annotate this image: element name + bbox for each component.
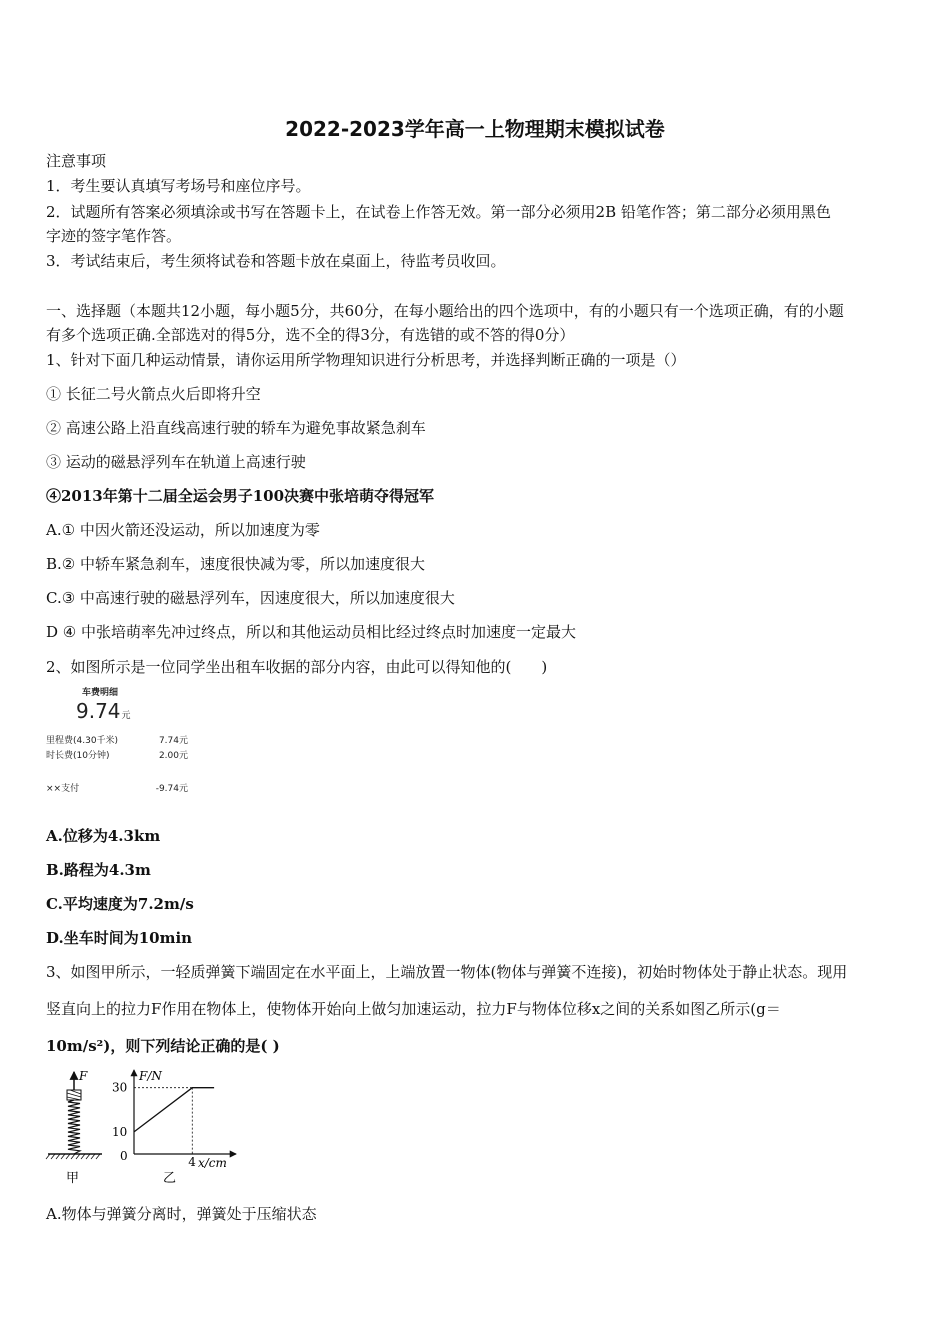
q2-option-a: A.位移为4.3km xyxy=(46,827,161,845)
q2-stem: 2、如图所示是一位同学坐出租车收据的部分内容，由此可以得知他的( ) xyxy=(46,658,548,676)
q3-stem-line-1: 3、如图甲所示，一轻质弹簧下端固定在水平面上，上端放置一物体(物体与弹簧不连接)，初始时物体处于静止状态。现用 xyxy=(46,963,848,981)
q1-option-d: D ④ 中张培萌率先冲过终点，所以和其他运动员相比经过终点时加速度一定最大 xyxy=(46,623,577,641)
notice-item-3: 3．考试结束后，考生须将试卷和答题卡放在桌面上，待监考员收回。 xyxy=(46,252,506,270)
receipt-row-label: ××支付 xyxy=(46,784,80,794)
receipt-total-value: 9.74 xyxy=(76,699,121,723)
notice-item-2-cont: 字迹的签字笔作答。 xyxy=(46,227,182,245)
q1-scenario-4: ④2013年第十二届全运会男子100决赛中张培萌夺得冠军 xyxy=(46,487,435,505)
section1-intro: 一、选择题（本题共12小题，每小题5分，共60分，在每小题给出的四个选项中，有的小题只有一个选项正确，有的小题 xyxy=(46,302,844,320)
notice-item-1: 1．考生要认真填写考场号和座位序号。 xyxy=(46,177,311,195)
page-title: 2022-2023学年高一上物理期末模拟试卷 xyxy=(285,117,665,141)
receipt-header: 车费明细 xyxy=(82,688,119,698)
series-line xyxy=(134,1088,214,1132)
receipt-total-unit: 元 xyxy=(121,711,131,721)
spring-coil xyxy=(68,1100,80,1154)
notice-heading: 注意事项 xyxy=(46,152,107,170)
q1-stem: 1、针对下面几种运动情景，请你运用所学物理知识进行分析思考，并选择判断正确的一项是（） xyxy=(46,351,686,369)
force-displacement-graph xyxy=(112,1069,236,1186)
receipt-row-value: -9.74元 xyxy=(155,784,188,794)
y-tick-30: 30 xyxy=(112,1080,128,1095)
x-axis-label: x/cm xyxy=(198,1156,227,1170)
receipt-row-label: 时长费(10分钟) xyxy=(46,751,110,761)
caption-left: 甲 xyxy=(66,1171,80,1186)
spring-apparatus xyxy=(46,1069,102,1186)
receipt-row-value: 2.00元 xyxy=(158,751,188,761)
q1-scenario-2: ② 高速公路上沿直线高速行驶的轿车为避免事故紧急刹车 xyxy=(46,419,426,437)
q2-option-c: C.平均速度为7.2m/s xyxy=(46,895,194,913)
receipt-row-label: 里程费(4.30千米) xyxy=(46,736,119,746)
q1-scenario-3: ③ 运动的磁悬浮列车在轨道上高速行驶 xyxy=(46,453,306,471)
q2-option-d: D.坐车时间为10min xyxy=(46,929,193,947)
y-tick-0: 0 xyxy=(120,1149,128,1163)
receipt-row-payment xyxy=(46,781,188,794)
q1-option-b: B.② 中轿车紧急刹车，速度很快减为零，所以加速度很大 xyxy=(46,555,426,573)
q2-option-b: B.路程为4.3m xyxy=(46,861,151,879)
receipt-total xyxy=(76,699,131,723)
q3-figure xyxy=(44,1066,244,1190)
notice-item-2: 2．试题所有答案必须填涂或书写在答题卡上，在试卷上作答无效。第一部分必须用2B 铅笔作答；第二部分必须用黑色 xyxy=(46,203,831,221)
caption-right: 乙 xyxy=(163,1171,177,1186)
receipt-row-value: 7.74元 xyxy=(158,736,188,746)
q1-scenario-1: ① 长征二号火箭点火后即将升空 xyxy=(46,385,261,403)
taxi-receipt xyxy=(46,683,206,803)
q3-stem-line-2: 竖直向上的拉力F作用在物体上，使物体开始向上做匀加速运动，拉力F与物体位移x之间的关系如图乙所示(g＝ xyxy=(46,1000,781,1018)
receipt-row-duration xyxy=(46,748,188,761)
receipt-row-mileage xyxy=(46,733,188,746)
q1-option-a: A.① 中因火箭还没运动，所以加速度为零 xyxy=(46,521,320,539)
q1-option-c: C.③ 中高速行驶的磁悬浮列车，因速度很大，所以加速度很大 xyxy=(46,589,455,607)
y-axis-label: F/N xyxy=(139,1069,162,1083)
y-tick-10: 10 xyxy=(112,1124,128,1139)
x-tick-4: 4 xyxy=(188,1155,196,1169)
q3-option-a: A.物体与弹簧分离时，弹簧处于压缩状态 xyxy=(46,1205,317,1223)
force-label: F xyxy=(79,1069,88,1083)
section1-intro-cont: 有多个选项正确.全部选对的得5分，选不全的得3分，有选错的或不答的得0分） xyxy=(46,326,575,344)
q3-stem-line-3: 10m/s²)，则下列结论正确的是( ) xyxy=(46,1037,280,1055)
